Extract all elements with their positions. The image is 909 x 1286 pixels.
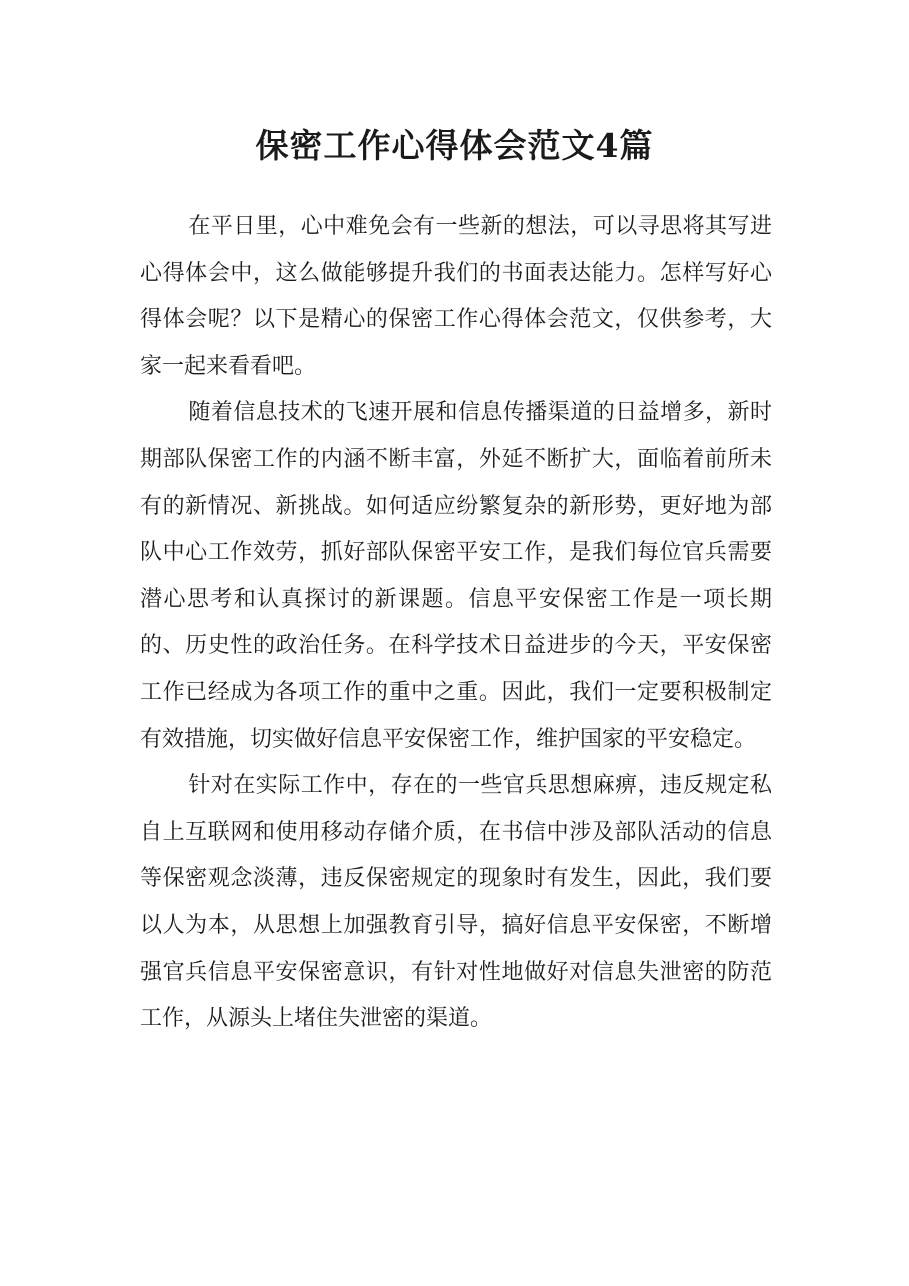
document-body <box>140 204 772 1043</box>
paragraph: 随着信息技术的飞速开展和信息传播渠道的日益增多，新时期部队保密工作的内涵不断丰富，外延不断扩大，面临着前所未有的新情况、新挑战。如何适应纷繁复杂的新形势，更好地为部队中心工作效劳，抓好部队保密平安工作，是我们每位官兵需要潜心思考和认真探讨的新课题。信息平安保密工作是一项长期的、历史性的政治任务。在科学技术日益进步的今天，平安保密工作已经成为各项工作的重中之重。因此，我们一定要积极制定有效措施，切实做好信息平安保密工作，维护国家的平安稳定。 <box>140 400 772 752</box>
paragraph: 针对在实际工作中，存在的一些官兵思想麻痹，违反规定私自上互联网和使用移动存储介质，在书信中涉及部队活动的信息等保密观念淡薄，违反保密规定的现象时有发生，因此，我们要以人为本，从思想上加强教育引导，搞好信息平安保密，不断增强官兵信息平安保密意识，有针对性地做好对信息失泄密的防范工作，从源头上堵住失泄密的渠道。 <box>140 773 772 1032</box>
paragraph: 在平日里，心中难免会有一些新的想法，可以寻思将其写进心得体会中，这么做能够提升我们的书面表达能力。怎样写好心得体会呢？以下是精心的保密工作心得体会范文，仅供参考，大家一起来看看吧。 <box>140 214 772 379</box>
document-title: 保密工作心得体会范文4篇 <box>255 126 654 165</box>
